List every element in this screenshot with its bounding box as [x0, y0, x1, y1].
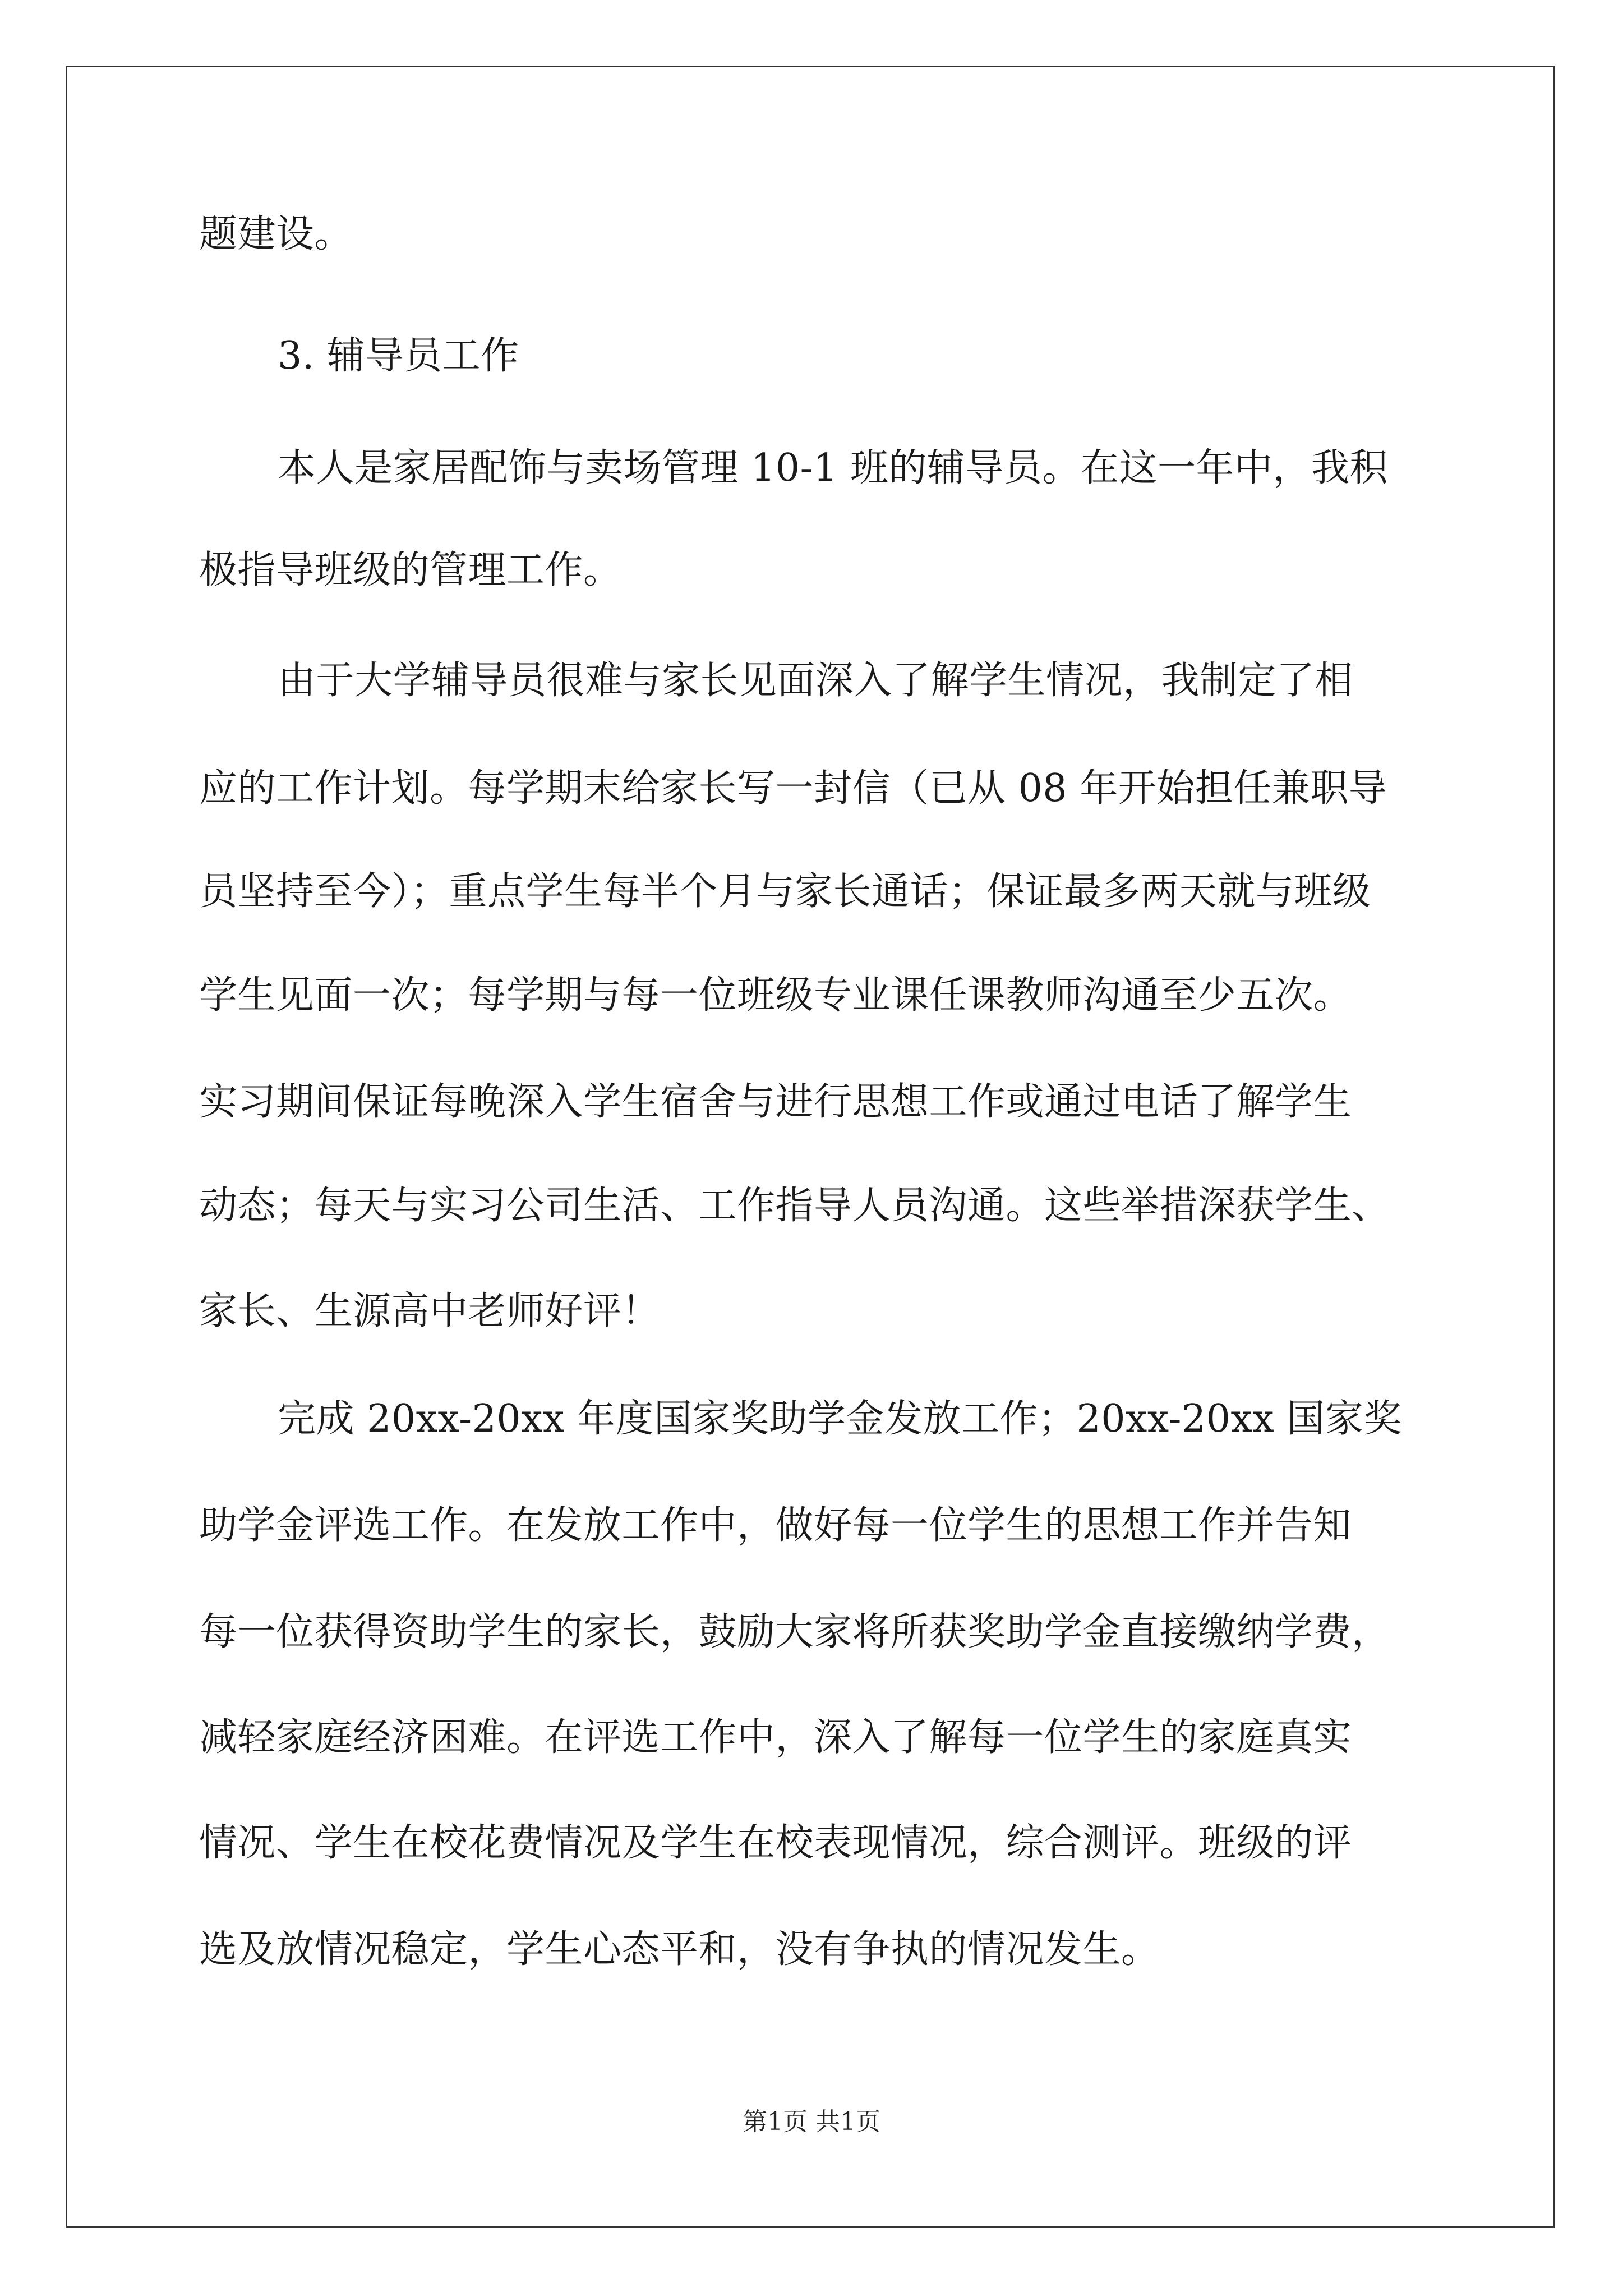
section-heading: 3. 辅导员工作: [278, 334, 519, 378]
text-line-10: 动态；每天与实习公司生活、工作指导人员沟通。这些举措深获学生、: [199, 1184, 1390, 1228]
text-line-8: 学生见面一次；每学期与每一位班级专业课任课教师沟通至少五次。: [199, 973, 1352, 1018]
text-line-3: 本人是家居配饰与卖场管理 10-1 班的辅导员。在这一年中，我积: [278, 446, 1388, 490]
text-line-16: 情况、学生在校花费情况及学生在校表现情况，综合测评。班级的评: [199, 1821, 1352, 1865]
text-line-6: 应的工作计划。每学期末给家长写一封信（已从 08 年开始担任兼职导: [199, 766, 1387, 811]
text-line-4: 极指导班级的管理工作。: [199, 548, 622, 592]
text-line-1: 题建设。: [199, 212, 353, 256]
text-line-5: 由于大学辅导员很难与家长见面深入了解学生情况，我制定了相: [278, 659, 1354, 703]
text-line-14: 每一位获得资助学生的家长，鼓励大家将所获奖助学金直接缴纳学费，: [199, 1610, 1390, 1654]
page-footer: 第1页 共1页: [743, 2108, 880, 2136]
text-line-12: 完成 20xx-20xx 年度国家奖助学金发放工作；20xx-20xx 国家奖: [278, 1397, 1402, 1441]
text-line-9: 实习期间保证每晚深入学生宿舍与进行思想工作或通过电话了解学生: [199, 1080, 1352, 1124]
text-line-7: 员坚持至今）；重点学生每半个月与家长通话；保证最多两天就与班级: [199, 869, 1371, 914]
page-border: [66, 66, 1555, 2228]
text-line-13: 助学金评选工作。在发放工作中，做好每一位学生的思想工作并告知: [199, 1503, 1352, 1548]
text-line-17: 选及放情况稳定，学生心态平和，没有争执的情况发生。: [199, 1927, 1160, 1972]
text-line-11: 家长、生源高中老师好评！: [199, 1289, 661, 1333]
text-line-15: 减轻家庭经济困难。在评选工作中，深入了解每一位学生的家庭真实: [199, 1715, 1352, 1760]
